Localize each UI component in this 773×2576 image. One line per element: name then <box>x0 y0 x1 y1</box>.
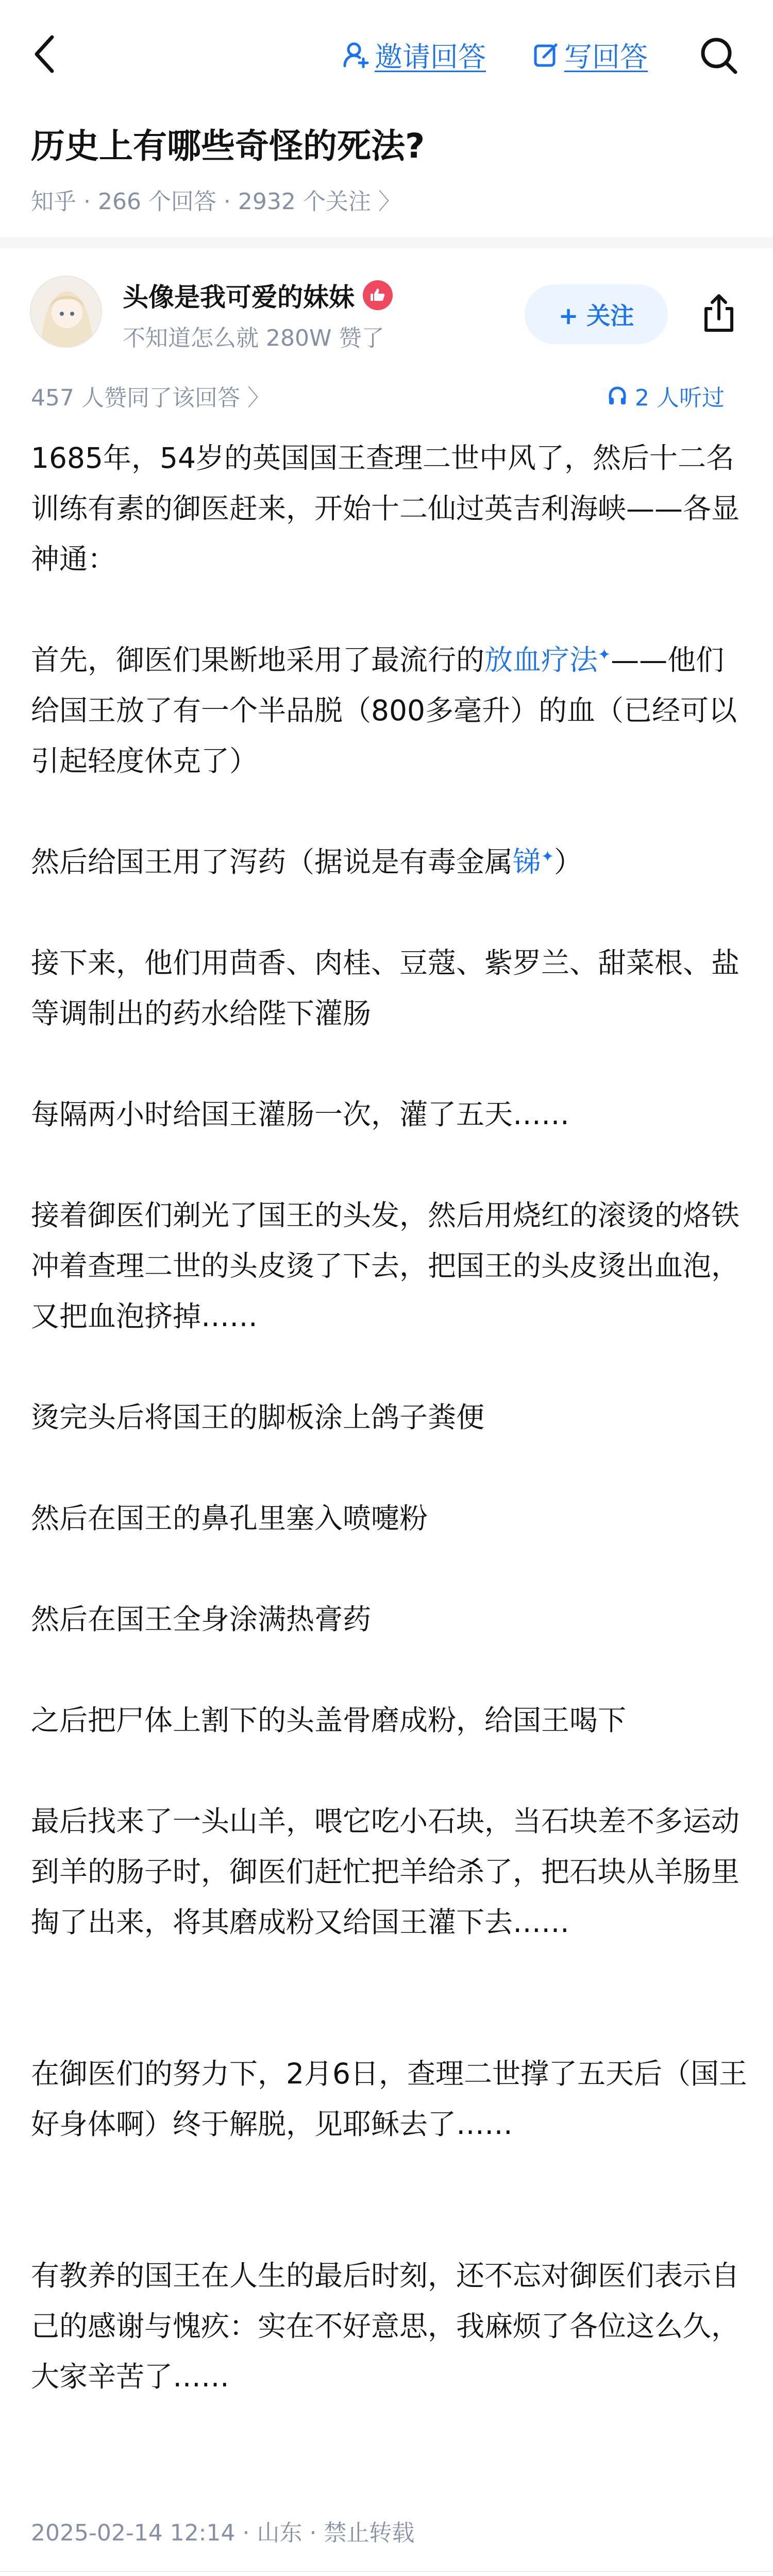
answer-paragraph: 然后在国王全身涂满热膏药 <box>31 1603 372 1636</box>
answer-paragraph: 接着御医们剃光了国王的头发，然后用烧红的滚烫的烙铁冲着查理二世的头皮烫了下去，把国王的头皮烫出血泡，又把血泡挤掉…… <box>31 1199 740 1333</box>
question-meta[interactable]: 知乎 · 266 个回答 · 2932 个关注 〉 <box>31 189 401 215</box>
author-description: 不知道怎么就 280W 赞了 <box>123 325 384 351</box>
edit-icon <box>533 42 559 67</box>
answer-paragraph: 之后把尸体上割下的头盖骨磨成粉，给国王喝下 <box>31 1704 627 1737</box>
author-name-text: 头像是我可爱的妹妹 <box>123 282 355 312</box>
antimony-link[interactable] <box>513 845 554 878</box>
author-name[interactable] <box>123 277 393 314</box>
avatar-image <box>31 277 102 348</box>
answer-paragraph: 1685年，54岁的英国国王查理二世中风了，然后十二名训练有素的御医赶来，开始十二仙过英吉利海峡——各显神通： <box>31 442 740 575</box>
search-icon <box>698 35 740 76</box>
paragraph-text: ——他们给国王放了有一个半品脱（800多毫升）的血（已经可以引起轻度休克了） <box>31 643 737 777</box>
back-button[interactable] <box>26 31 62 77</box>
section-divider <box>0 237 773 248</box>
question-title[interactable]: 历史上有哪些奇怪的死法? <box>31 126 425 166</box>
chevron-left-icon <box>32 34 55 74</box>
blood-letting-link[interactable] <box>484 643 611 676</box>
headphones-icon <box>607 385 628 406</box>
author-avatar[interactable] <box>30 276 102 348</box>
sparkle-icon: ✦ <box>541 848 554 866</box>
listened-count: 2 人听过 <box>635 385 725 411</box>
answer-paragraph: 每隔两小时给国王灌肠一次，灌了五天…… <box>31 1098 570 1131</box>
paragraph-text: 首先，御医们果断地采用了最流行的 <box>31 643 485 676</box>
listen-button[interactable] <box>607 379 725 412</box>
answer-paragraph: 最后找来了一头山羊，喂它吃小石块，当石块差不多运动到羊的肠子时，御医们赶忙把羊给杀了，把石块从羊肠里掏了出来，将其磨成粉又给国王灌下去…… <box>31 1805 740 1939</box>
answer-paragraph: 烫完头后将国王的脚板涂上鸽子粪便 <box>31 1401 485 1434</box>
person-add-icon <box>343 41 369 68</box>
write-answer-label: 写回答 <box>564 40 648 73</box>
write-answer-button[interactable] <box>533 34 648 75</box>
answer-paragraph: 在御医们的努力下，2月6日，查理二世撑了五天后（国王好身体啊）终于解脱，见耶稣去了…… <box>31 2057 747 2141</box>
link-text: 锑 <box>513 845 542 878</box>
paragraph-text: ） <box>554 845 583 878</box>
answer-paragraph: 有教养的国王在人生的最后时刻，还不忘对御医们表示自己的感谢与愧疚：实在不好意思，我麻烦了各位这么久，大家辛苦了…… <box>31 2259 740 2393</box>
bottom-divider <box>0 2571 773 2572</box>
upvoted-count-link[interactable]: 457 人赞同了该回答 〉 <box>31 385 270 411</box>
invite-answer-label: 邀请回答 <box>375 40 486 73</box>
answer-paragraph <box>31 635 747 786</box>
search-button[interactable] <box>693 30 745 81</box>
top-nav <box>0 0 773 108</box>
creator-badge-icon <box>363 280 393 310</box>
paragraph-text: 然后给国王用了泻药（据说是有毒金属 <box>31 845 513 878</box>
sparkle-icon: ✦ <box>598 646 611 664</box>
answer-paragraph: 然后在国王的鼻孔里塞入喷嚏粉 <box>31 1502 428 1535</box>
answer-paragraph <box>31 837 747 887</box>
follow-button[interactable]: + 关注 <box>525 284 668 344</box>
share-icon <box>701 293 737 333</box>
post-meta: 2025-02-14 12:14 · 山东 · 禁止转载 <box>31 2520 415 2546</box>
bottom-action-bar <box>0 2572 773 2576</box>
invite-answer-button[interactable] <box>343 34 486 75</box>
link-text: 放血疗法 <box>484 643 598 676</box>
answer-paragraph: 接下来，他们用茴香、肉桂、豆蔻、紫罗兰、甜菜根、盐等调制出的药水给陛下灌肠 <box>31 946 740 1030</box>
share-button[interactable] <box>693 287 745 339</box>
